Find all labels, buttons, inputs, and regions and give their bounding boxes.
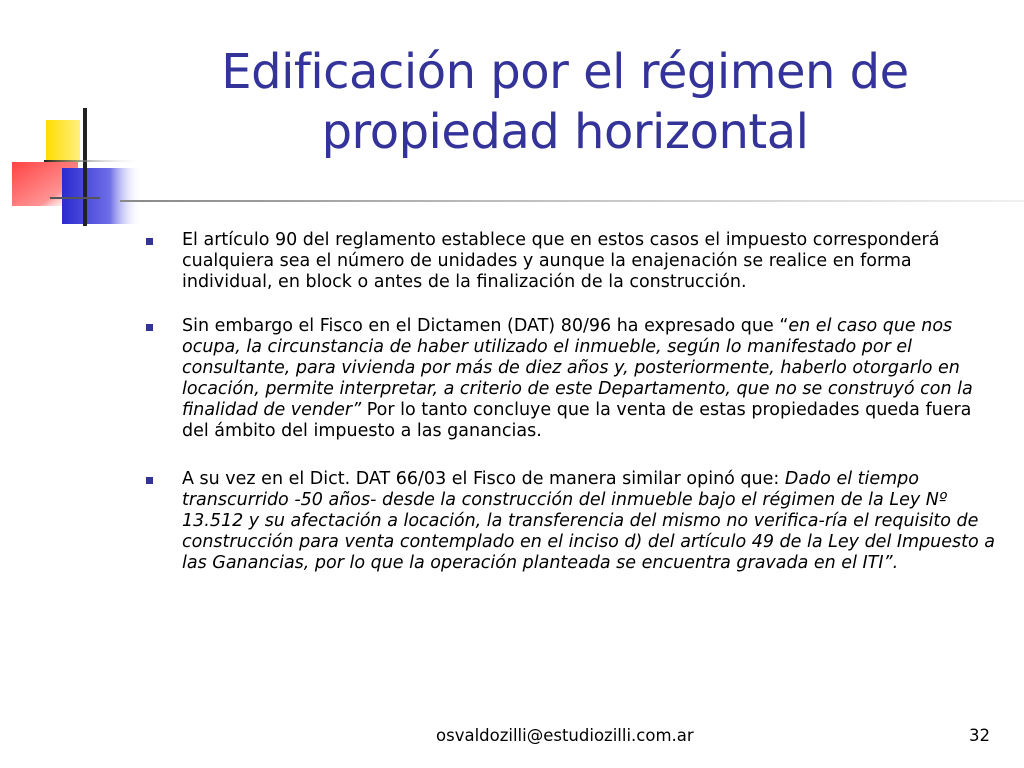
blue-square [62,168,142,224]
bullet-item-2 [140,316,1000,442]
bullet-quote: Dado el tiempo transcurrido -50 años- desde la construcción del inmueble bajo el régimen de la Ley Nº 13.512 y su afectación a locación, la transferencia del mismo no verifica-ría el requisito de construcción para venta contemplado en el inciso d) del artículo 49 de la Ley del Impuesto a las Ganancias, por lo que la operación planteada se encuentra gravada en el ITI”. [182,469,996,573]
bullet-text-conclusion: Por lo tanto concluye que la venta de estas propiedades queda fuera del ámbito del impuesto a las ganancias. [182,400,972,441]
decorative-squares [0,0,150,240]
bullet-text: El artículo 90 del reglamento establece que en estos casos el impuesto corresponderá cualquiera sea el número de unidades y aunque la enajenación se realice en forma individual, en block o antes de la finalización de la construcción. [182,230,940,292]
square-bullet-icon [146,238,153,245]
vertical-line [83,108,87,226]
title-divider [120,200,1024,202]
bullet-text-intro: A su vez en el Dict. DAT 66/03 el Fisco de manera similar opinó que: [182,469,785,489]
bullet-item-3 [140,469,1000,574]
square-bullet-icon [146,324,153,331]
page-number: 32 [969,726,990,745]
footer-email: osvaldozilli@estudiozilli.com.ar [436,726,694,745]
horizontal-line [44,160,144,162]
square-bullet-icon [146,477,153,484]
horizontal-line-2 [50,197,100,199]
bullet-item-1 [140,230,1000,293]
title-line-2: propiedad horizontal [321,104,809,160]
title-line-1: Edificación por el régimen de [221,44,909,100]
yellow-square [46,120,80,162]
slide-title [150,42,980,162]
bullet-quote: en el caso que nos ocupa, la circunstancia de haber utilizado el inmueble, según lo manifestado por el consultante, para vivienda por más de diez años y, posteriormente, haberlo otorgarlo en locación, permite interpretar, a criterio de este Departamento, que no se construyó con la finalidad de vender” [182,316,973,420]
bullet-list [140,230,1000,597]
bullet-text-intro: Sin embargo el Fisco en el Dictamen (DAT) 80/96 ha expresado que “ [182,316,789,336]
